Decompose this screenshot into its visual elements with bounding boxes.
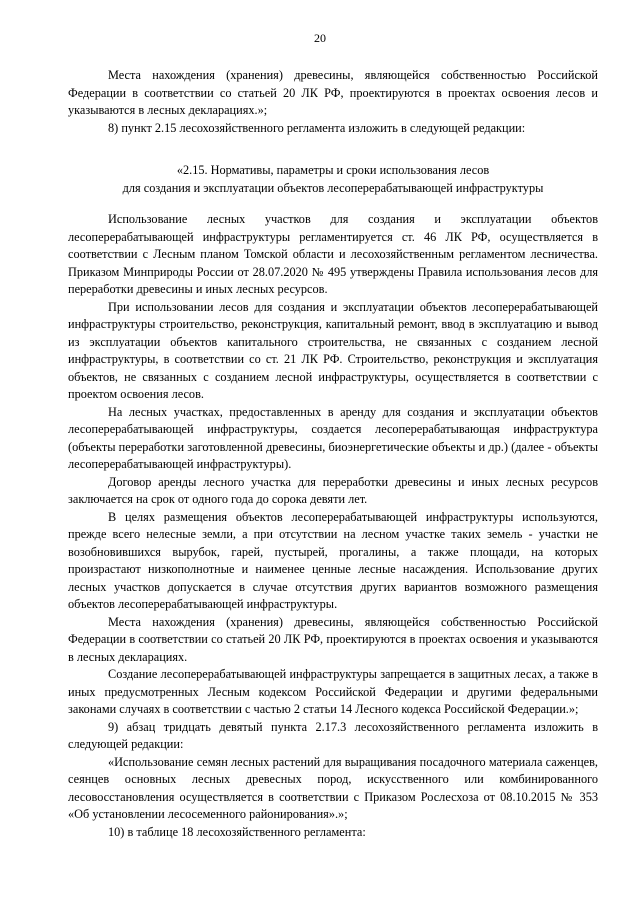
paragraph: Договор аренды лесного участка для переработки древесины и иных лесных ресурсов заключается на срок от одного года до сорока девяти лет. — [68, 474, 598, 506]
paragraph: В целях размещения объектов лесоперерабатывающей инфраструктуры используются, прежде всего нелесные земли, а при отсутствии на лесном участке таких земель - участки не возобновившихся вырубок, гарей, пустырей, прогалины, а также площади, на которых произрастают низкополнотные и наименее ценные лесные насаждения. Использование других лесных участков допускается в случае отсутствия других вариантов возможного размещения объектов лесоперерабатывающей инфраструктуры. — [68, 509, 598, 611]
paragraph: Создание лесоперерабатывающей инфраструктуры запрещается в защитных лесах, а также в иных предусмотренных Лесным кодексом Российской Федерации и другими федеральными законами случаях в соответствии с частью 2 статьи 14 Лесного кодекса Российской Федерации.»; — [68, 667, 598, 716]
paragraph: Места нахождения (хранения) древесины, являющейся собственностью Российской Федерации в соответствии со статьей 20 ЛК РФ, проектируются в проектах освоения лесов и указываются в лесных декларациях.»; — [68, 68, 598, 117]
section-heading-line: для создания и эксплуатации объектов лесоперерабатывающей инфраструктуры — [122, 180, 544, 195]
paragraph: «Использование семян лесных растений для выращивания посадочного материала саженцев, сеянцев основных лесных древесных пород, искусственного или комбинированного лесовосстановления осуществляется в соответствии с Приказом Рослесхоза от 08.10.2015 № 353 «Об установлении лесосеменного районирования».»; — [68, 754, 598, 821]
document-body — [68, 67, 598, 841]
paragraph: На лесных участках, предоставленных в аренду для создания и эксплуатации объектов лесоперерабатывающей инфраструктуры, создается лесоперерабатывающая инфраструктура (объекты переработки заготовленной древесины, биоэнергетические объекты и др.) (далее - объекты лесоперерабатывающей инфраструктуры). — [68, 404, 598, 471]
paragraph: 10) в таблице 18 лесохозяйственного регламента: — [108, 824, 366, 839]
paragraph: 8) пункт 2.15 лесохозяйственного регламента изложить в следующей редакции: — [108, 120, 526, 135]
section-heading — [68, 162, 598, 197]
paragraph: 9) абзац тридцать девятый пункта 2.17.3 лесохозяйственного регламента изложить в следующей редакции: — [68, 719, 598, 751]
paragraph: Использование лесных участков для создания и эксплуатации объектов лесоперерабатывающей инфраструктуры регламентируется ст. 46 ЛК РФ, осуществляется в соответствии с Лесным планом Томской области и лесохозяйственным регламентом лесничества. Приказом Минприроды России от 28.07.2020 № 495 утверждены Правила использования лесов для переработки древесины и иных лесных ресурсов. — [68, 212, 598, 296]
page-number: 20 — [314, 31, 326, 45]
section-heading-line: «2.15. Нормативы, параметры и сроки использования лесов — [176, 163, 490, 177]
paragraph: При использовании лесов для создания и эксплуатации объектов лесоперерабатывающей инфраструктуры строительство, реконструкция, капитальный ремонт, ввод в эксплуатацию и вывод из эксплуатации объектов капитального строительства, не связанных с созданием лесной инфраструктуры, в соответствии со ст. 21 ЛК РФ. Строительство, реконструкция и эксплуатация объектов, не связанных с созданием лесной инфраструктуры, осуществляется в соответствии с проектом освоения лесов. — [68, 299, 598, 401]
paragraph: Места нахождения (хранения) древесины, являющейся собственностью Российской Федерации в соответствии со статьей 20 ЛК РФ, проектируются в проектах освоения и указываются в лесных декларациях. — [68, 614, 598, 664]
